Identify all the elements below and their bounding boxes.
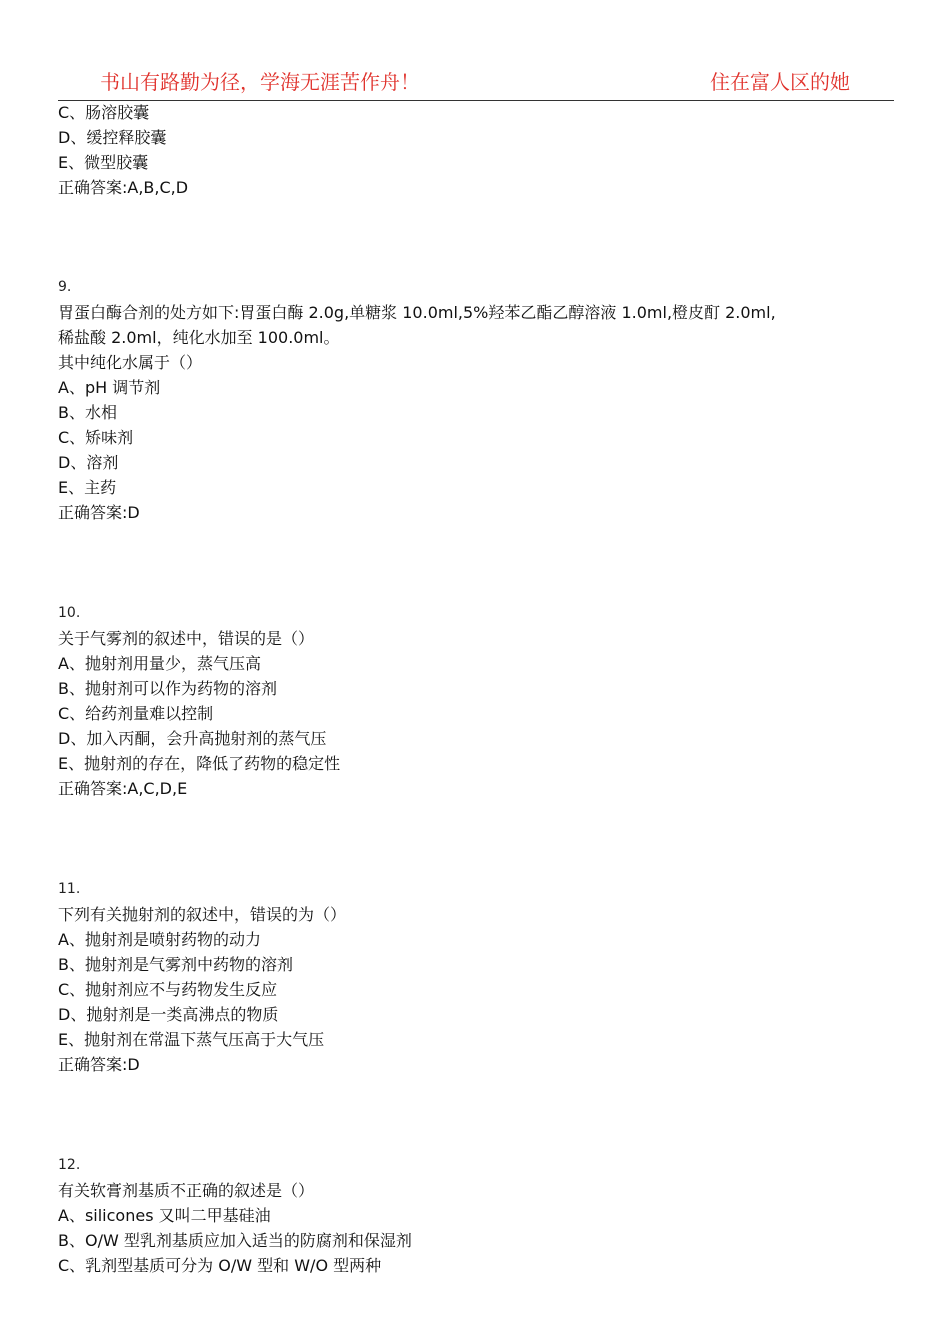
document-body xyxy=(58,100,894,1278)
question-10 xyxy=(58,601,894,801)
question-stem: 关于气雾剂的叙述中，错误的是（） xyxy=(58,629,315,648)
question-8-tail xyxy=(58,100,894,200)
option-d: D、加入丙酮，会升高抛射剂的蒸气压 xyxy=(58,729,327,748)
header-signature: 住在富人区的她 xyxy=(710,70,850,94)
option-c: C、乳剂型基质可分为 O/W 型和 W/O 型两种 xyxy=(58,1256,382,1275)
option-b: B、水相 xyxy=(58,403,117,422)
question-stem-cont: 其中纯化水属于（） xyxy=(58,353,203,372)
option-d: D、溶剂 xyxy=(58,453,119,472)
option-e: E、主药 xyxy=(58,478,117,497)
question-9 xyxy=(58,275,894,525)
header-motto: 书山有路勤为径，学海无涯苦作舟！ xyxy=(100,70,420,94)
question-11 xyxy=(58,877,894,1077)
option-b: B、抛射剂是气雾剂中药物的溶剂 xyxy=(58,955,293,974)
option-a: A、抛射剂用量少，蒸气压高 xyxy=(58,654,261,673)
answer: 正确答案:D xyxy=(58,1055,140,1074)
option-b: B、抛射剂可以作为药物的溶剂 xyxy=(58,679,277,698)
question-number: 12. xyxy=(58,1157,81,1173)
option-a: A、pH 调节剂 xyxy=(58,378,161,397)
option-b: B、O/W 型乳剂基质应加入适当的防腐剂和保湿剂 xyxy=(58,1231,412,1250)
spacer xyxy=(58,1077,894,1153)
answer: 正确答案:A,C,D,E xyxy=(58,779,188,798)
question-number: 10. xyxy=(58,605,81,621)
spacer xyxy=(58,525,894,601)
answer: 正确答案:D xyxy=(58,503,140,522)
option-e: E、抛射剂在常温下蒸气压高于大气压 xyxy=(58,1030,325,1049)
question-stem: 下列有关抛射剂的叙述中，错误的为（） xyxy=(58,905,347,924)
option-e: E、微型胶囊 xyxy=(58,153,149,172)
question-stem: 胃蛋白酶合剂的处方如下:胃蛋白酶 2.0g,单糖浆 10.0ml,5%羟苯乙酯乙醇溶液 1.0ml,橙皮酊 2.0ml, xyxy=(58,303,776,322)
question-12 xyxy=(58,1153,894,1278)
question-number: 9. xyxy=(58,279,72,295)
option-c: C、肠溶胶囊 xyxy=(58,103,150,122)
option-d: D、缓控释胶囊 xyxy=(58,128,167,147)
question-stem-cont: 稀盐酸 2.0ml，纯化水加至 100.0ml。 xyxy=(58,328,340,347)
page-header xyxy=(58,62,894,101)
option-e: E、抛射剂的存在，降低了药物的稳定性 xyxy=(58,754,341,773)
spacer xyxy=(58,801,894,877)
option-c: C、抛射剂应不与药物发生反应 xyxy=(58,980,278,999)
option-a: A、抛射剂是喷射药物的动力 xyxy=(58,930,261,949)
option-d: D、抛射剂是一类高沸点的物质 xyxy=(58,1005,279,1024)
answer: 正确答案:A,B,C,D xyxy=(58,178,189,197)
option-a: A、silicones 又叫二甲基硅油 xyxy=(58,1206,271,1225)
question-stem: 有关软膏剂基质不正确的叙述是（） xyxy=(58,1181,315,1200)
spacer xyxy=(58,200,894,275)
option-c: C、矫味剂 xyxy=(58,428,134,447)
option-c: C、给药剂量难以控制 xyxy=(58,704,214,723)
question-number: 11. xyxy=(58,881,81,897)
